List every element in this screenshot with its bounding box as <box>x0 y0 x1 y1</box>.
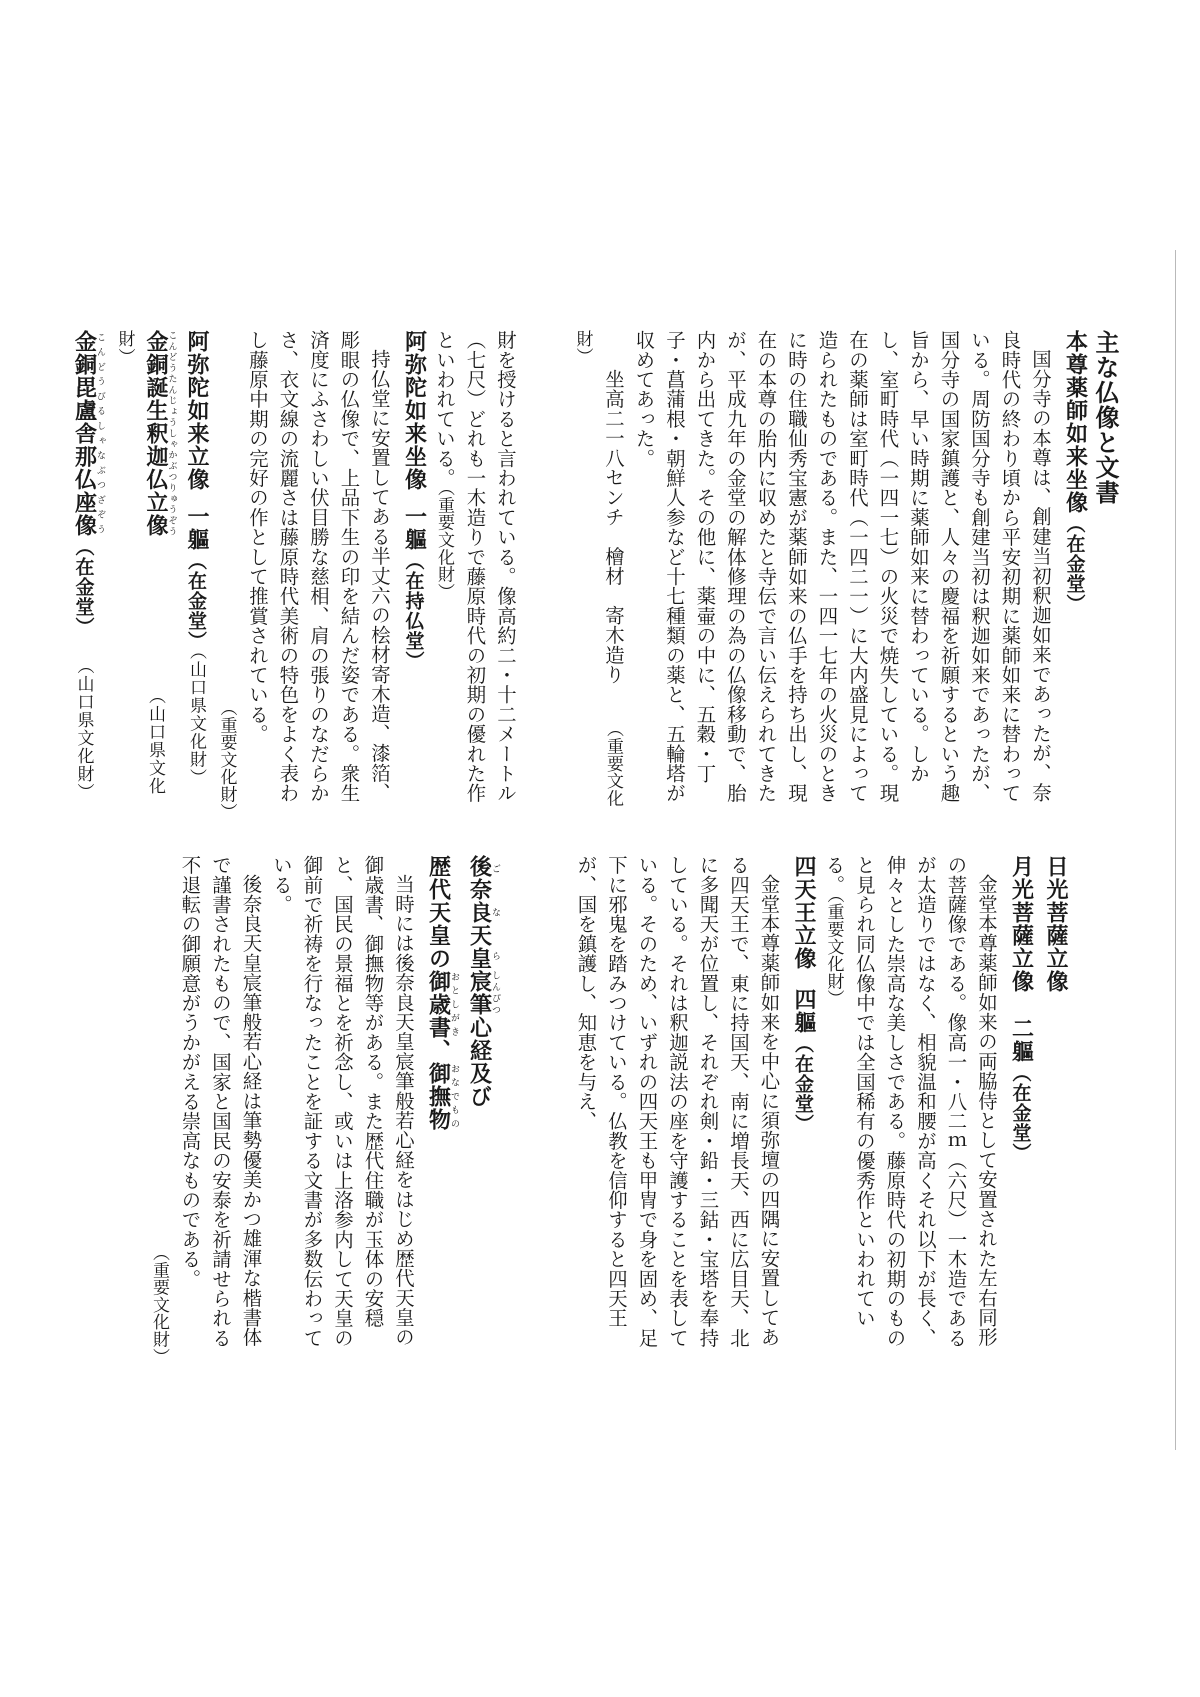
heading-tanjo-shaka <box>109 330 177 820</box>
heading-amida-sitting-count: 一軀 <box>401 505 427 551</box>
heading-gonara <box>463 855 500 1365</box>
heading-amida-standing-location: （在金堂） <box>185 551 207 651</box>
bottom-section-2 <box>144 855 501 1365</box>
heading-birushana-text: 金銅毘盧舎那仏座像 <box>71 330 97 537</box>
heading-birushana-location: （在金堂） <box>72 537 95 637</box>
heading-yakushi <box>1059 330 1090 820</box>
designation-gonara: （重要文化財） <box>149 1243 169 1365</box>
heading-gonara-a: 後奈良天皇 <box>466 855 492 970</box>
bottom-section <box>570 855 1070 1365</box>
spec-yakushi <box>567 330 628 820</box>
designation-amida-standing: （山口県文化財） <box>186 651 206 787</box>
body-amida-end <box>429 330 521 820</box>
heading-shitenno-location: （在金堂） <box>792 1034 814 1134</box>
heading-shitenno-text: 四天王立像 <box>791 855 816 970</box>
heading-amida-standing-text: 阿弥陀如来立像 <box>184 330 209 491</box>
heading-amida-sitting-location: （在持仏堂） <box>402 551 425 671</box>
heading-gakko-count: 二軀 <box>1008 1017 1034 1063</box>
designation-amida-b: （重要文化財） <box>216 698 237 820</box>
heading-yakushi-location: （在金堂） <box>1063 514 1086 614</box>
designation-nikko-gakko: （重要文化財） <box>823 894 844 1008</box>
body-gonara-2: 後奈良天皇宸筆般若心経は筆勢優美かつ雄渾な楷書体で謹書されたもので、国家と国民の安泰を祈請せられる不退転の御願意がうかがえる崇高なものである。 <box>178 855 263 1348</box>
heading-rekidai-c: 、 <box>425 1039 451 1062</box>
body-nikko-gakko <box>818 855 1001 1365</box>
body-amida-sitting: 持仏堂に安置してある半丈六の桧材寄木造、漆箔、彫眼の仏像で、上品下生の印を結んだ姿である。衆生済度にふさわしい伏目勝な慈相、肩の張りのなだらかさ、衣文線の流麗さは藤原時代美術の特色をよく表わし藤原中期の完好の作として推賞されている。 <box>246 330 391 803</box>
body-amida-end-text: 財を授けると言われている。像高約二・十二メートル（七尺）どれも一木造りで藤原時代の初期の優れた作といわれている。 <box>433 330 517 803</box>
body-shitenno: 金堂本尊薬師如来を中心に須弥壇の四隅に安置してある四天王で、東に持国天、南に増長天、西に広目天、北に多聞天が位置し、それぞれ剣・鉛・三鈷・宝塔を奉持している。それは釈迦説法の座を守護することを表している。そのため、いずれの四天王も甲冑で身を固め、足下に邪鬼を踏みつけている。仏教を信仰すると四天王が、国を鎮護し、知恵を与え、 <box>574 855 781 1348</box>
heading-rekidai <box>422 855 459 1365</box>
heading-amida-sitting <box>398 330 429 820</box>
body-nikko-gakko-text: 金堂本尊薬師如来の両脇侍として安置された左右同形の菩薩像である。像高一・八二ｍ（六尺）一木造であるが太造りではなく、相貌温和腰が高くそれ以下が長く、伸々とした崇高な美しさである。藤原時代の初期のものと見られ同仏像中では全国稀有の優秀作といわれている。 <box>822 855 998 1348</box>
heading-shitenno <box>788 855 819 1365</box>
designation-tanjo-shaka: （山口県文化財） <box>114 330 165 795</box>
heading-amida-standing <box>181 330 212 820</box>
heading-shitenno-count: 四軀 <box>791 988 816 1034</box>
heading-birushana <box>68 330 105 820</box>
top-section-2 <box>64 330 520 820</box>
designation-birushana: （山口県文化財） <box>73 657 94 801</box>
heading-rekidai-a: 歴代天皇の <box>425 855 451 970</box>
body-yakushi: 国分寺の本尊は、創建当初釈迦如来であったが、奈良時代の終わり頃から平安初期に薬師如来に替わっている。周防国分寺も創建当初は釈迦如来であったが、国分寺の国家鎮護と、人々の慶福を祈願するという趣旨から、早い時期に薬師如来に替わっている。しかし、室町時代（一四一七）の火災で焼失している。現在の薬師は室町時代（一四二一）に大内盛見によって造られたものである。また、一四一七年の火災のときに時の住職仙秀宝憲が薬師如来の仏手を持ち出し、現在の本尊の胎内に収めたと寺伝で言い伝えられてきたが、平成九年の金堂の解体修理の為の仏像移動で、胎内から出てきた。その他に、薬壷の中に、五穀・丁子・菖蒲根・朝鮮人参など十七種類の薬と、五輪塔が収めてあった。 <box>632 330 1052 803</box>
heading-amida-sitting-text: 阿弥陀如来坐像 <box>401 330 427 491</box>
heading-tanjo-shaka-text: 金銅誕生釈迦仏立像 <box>143 330 168 537</box>
heading-nikko: 日光菩薩立像 <box>1043 855 1068 993</box>
heading-gonara-c: 心経及び <box>466 1016 492 1108</box>
page-title: 主な仏像と文書 <box>1091 330 1119 505</box>
heading-birushana-ruby: こんどうびるしゃなぶつざぞう <box>95 330 105 537</box>
designation-amida-a: （重要文化財） <box>434 487 454 601</box>
heading-rekidai-d: 御撫物 <box>425 1062 451 1131</box>
heading-amida-standing-count: 一軀 <box>184 505 209 551</box>
top-section <box>567 330 1120 820</box>
body-gonara: 当時には後奈良天皇宸筆般若心経をはじめ歴代天皇の御歳書、御撫物等がある。また歴代住職が玉体の安穏と、国民の景福とを祈念し、或いは上洛参内して天皇の御前で祈祷を行なったことを証する文書が多数伝わっている。 <box>270 855 415 1348</box>
spec-yakushi-text: 坐高二一八センチ 檜材 寄木造り <box>602 368 625 684</box>
heading-rekidai-d-ruby: おなでもの <box>449 1062 459 1131</box>
heading-gonara-b: 宸筆 <box>466 970 492 1016</box>
heading-gakko-text: 月光菩薩立像 <box>1008 855 1034 993</box>
heading-tanjo-shaka-ruby: こんどうたんじょうしゃかぶつりゅうぞう <box>166 330 177 537</box>
heading-gonara-b-ruby: しんぴつ <box>490 970 500 1016</box>
designation-yakushi: （重要文化財） <box>572 330 623 807</box>
heading-gakko-location: （在金堂） <box>1009 1063 1032 1163</box>
heading-rekidai-b-ruby: おとしがき <box>449 970 459 1039</box>
heading-gonara-a-ruby: ごなら <box>490 855 500 970</box>
page-edge-rule <box>1175 250 1176 1450</box>
heading-gakko <box>1005 855 1036 1365</box>
heading-rekidai-b: 御歳書 <box>425 970 451 1039</box>
heading-yakushi-text: 本尊薬師如来坐像 <box>1062 330 1088 514</box>
